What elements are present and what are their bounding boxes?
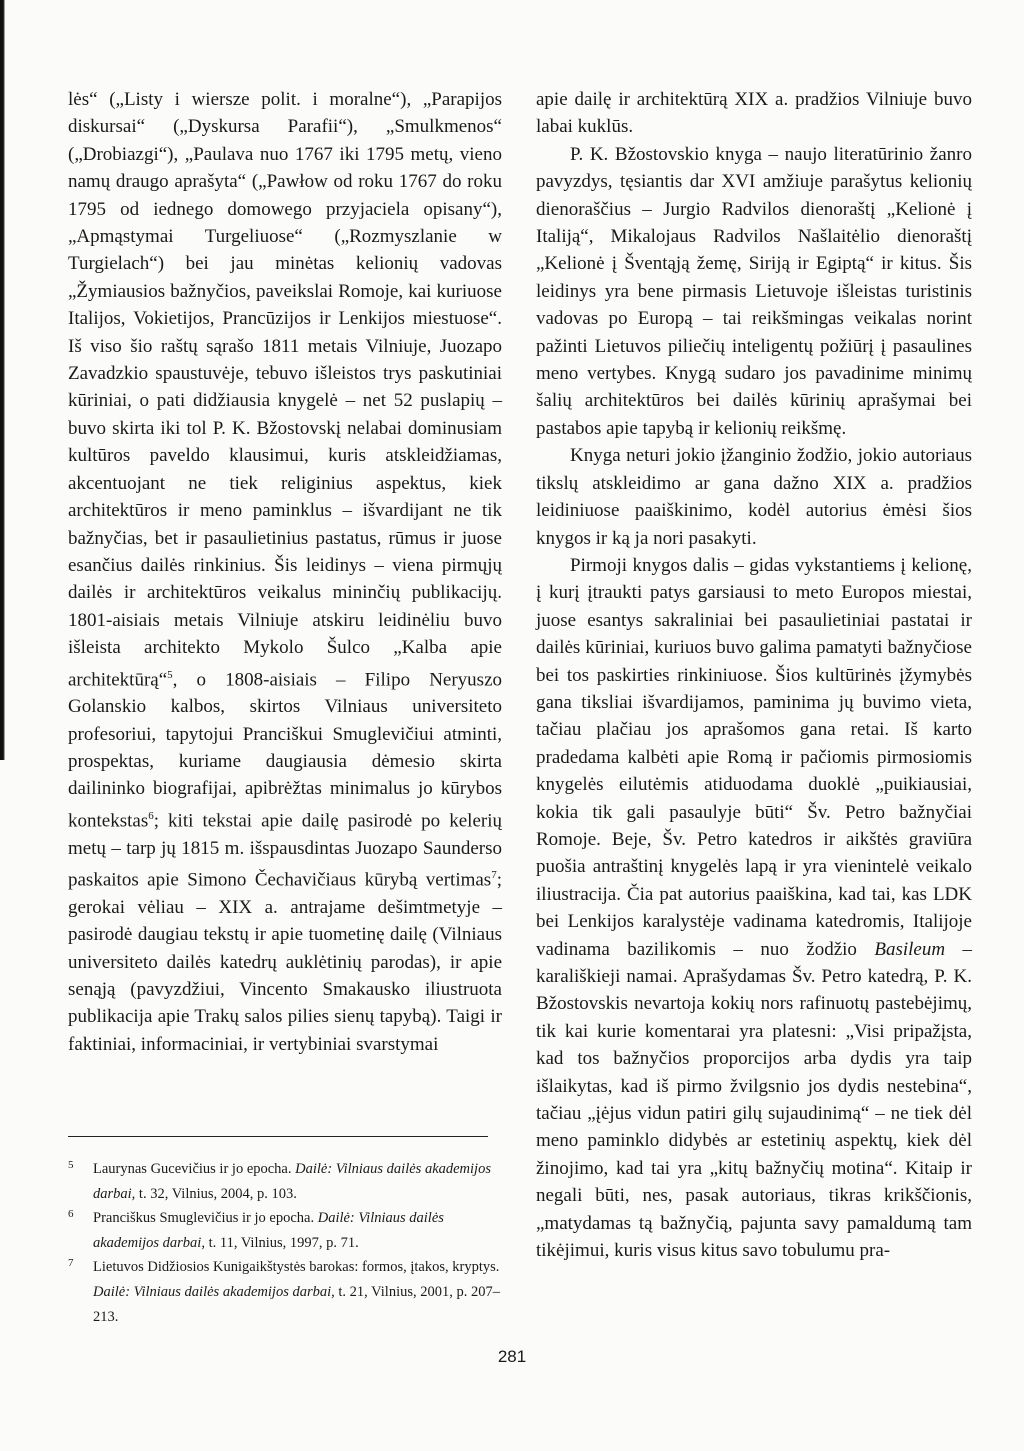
footnote-5 xyxy=(68,1157,502,1206)
footnotes xyxy=(68,1136,502,1329)
footnote-text: Lietuvos Didžiosios Kunigaikštystės barokas: formos, įtakos, kryptys. xyxy=(93,1259,500,1276)
right-paragraph-3: Knyga neturi jokio įžanginio žodžio, jokio autoriaus tikslų atskleidimo ar gana dažno XIX a. pradžios leidiniuose paaiškinimo, kodėl autorius ėmėsi šios knygos ir ką ja nori pasakyti. xyxy=(536,445,972,549)
scan-edge-mark xyxy=(0,0,5,760)
footnote-text: t. 21, Vilnius, 2001, p. 207–213. xyxy=(93,1283,501,1325)
text-run: Pirmoji knygos dalis – gidas vykstantiems į kelionę, į kurį įtraukti patys garsiausi to meto Europos miestai, juose esantys sakraliniai bei pasaulietiniai pastatai ir dailės kūriniai, kuriuos buvo galima pamatyti bažnyčiose bei tos paskirties rinkiniuose. Šios kultūrinės įžymybės gana tiksliai išvardijamos, paminima jų buvimo vieta, tačiau plačiau jos aprašomos gana retai. Iš karto pradedama kalbėti apie Romą ir pačiomis pirmosiomis knygelės eilutėmis atiduodama duoklė „puikiausiai, kokia tik gali pasaulyje būti“ Šv. Petro bažnyčiai Romoje. Beje, Šv. Petro katedros ir aikštės graviūra puošia antraštinį knygelės lapą ir yra vienintelė veikalo iliustracija. Čia pat autorius paaiškina, kad tai, kas LDK bei Lenkijos karalystėje vadinama katedromis, Italijoje vadinama bazilikomis – nuo žodžio xyxy=(536,554,972,960)
footnote-italic: Dailė: Vilniaus dailės akademijos darbai, xyxy=(93,1283,335,1300)
right-paragraph-4 xyxy=(536,552,972,1265)
footnote-ref-7: 7 xyxy=(491,869,497,882)
footnote-number: 5 xyxy=(68,1159,74,1171)
left-column xyxy=(68,86,502,1058)
footnote-text: Pranciškus Smuglevičius ir jo epocha. xyxy=(93,1210,318,1227)
text-run: ; gerokai vėliau – XIX a. antrajame dešimtmetyje – pasirodė daugiau tekstų ir apie tuometinę dailę (Vilniaus universiteto dailės katedrų auklėtinių parodas), ir apie senąją (pavyzdžiui, Vincento Smakausko iliustruota publikacija apie Trakų salos pilies sienų tapybą). Taigi ir faktiniai, informaciniai, ir vertybiniai svarstymai xyxy=(68,869,502,1055)
footnote-text: t. 11, Vilnius, 1997, p. 71. xyxy=(204,1234,359,1251)
footnote-italic: Dailė: Vilniaus dailės akademijos darbai, xyxy=(93,1210,444,1251)
italic-term: Basileum xyxy=(874,938,946,960)
page-number: 281 xyxy=(497,1347,527,1366)
text-run: – karališkieji namai. Aprašydamas Šv. Petro katedrą, P. K. Bžostovskis nevartoja kokių nors rafinuotų pastebėjimų, tik kai kurie komentarai yra platesni: „Visi pripažįsta, kad tos bažnyčios proporcijos arba dydis yra taip išlaikytas, kad iš pirmo žvilgsnio jos dydis nestebina“, tačiau „įėjus vidun patiri gilų sujaudinimą“ – ne tiek dėl meno paminklo didybės ar estetinių aspektų, kiek dėl žinojimo, kad tai yra „kitų bažnyčių motina“. Kitaip ir negali būti, nes, pasak autoriaus, tikras krikščionis, „matydamas tą bažnyčią, pajunta savy pamaldumą tam tikėjimui, kuris visus kitus savo tobulumu pra- xyxy=(536,938,972,1262)
left-paragraph xyxy=(68,86,502,1058)
footnote-ref-6: 6 xyxy=(148,809,154,822)
footnote-number: 7 xyxy=(68,1257,74,1270)
footnote-ref-5: 5 xyxy=(167,668,173,681)
text-run: ; kiti tekstai apie dailę pasirodė po kelerių metų – tarp jų 1815 m. išspausdintas Juozapo Saunderso paskaitos apie Simono Čechavičiaus kūrybą vertimas xyxy=(68,810,502,891)
right-column xyxy=(536,86,972,1264)
footnote-text: Laurynas Gucevičius ir jo epocha. xyxy=(93,1161,296,1177)
text-run: , o 1808-aisiais – Filipo Neryuszo Golanskio kalbos, skirtos Vilniaus universiteto profesoriui, tapytojui Pranciškui Smuglevičiui atminti, prospektas, kuriame daugiausia dėmesio skirta dailininko biografijai, apibrėžtas minimalus jo kūrybos kontekstas xyxy=(68,668,502,832)
footnote-italic: Dailė: Vilniaus dailės akademijos darbai, xyxy=(93,1161,491,1202)
footnote-6 xyxy=(68,1206,502,1255)
right-paragraph-1: apie dailę ir architektūrą XIX a. pradžios Vilniuje buvo labai kuklūs. xyxy=(536,89,972,138)
footnote-number: 6 xyxy=(68,1208,74,1221)
right-paragraph-2: P. K. Bžostovskio knyga – naujo literatūrinio žanro pavyzdys, tęsiantis dar XVI amžiuje parašytus kelionių dienoraščius – Jurgio Radvilos dienoraštį „Kelionė į Italiją“, Mikalojaus Radvilos Našlaitėlio dienoraštį „Kelionė į Šventąją žemę, Siriją ir Egiptą“ ir kitus. Šis leidinys yra bene pirmasis Lietuvoje išleistas turistinis vadovas po Europą – tai reikšmingas veikalas norint pažinti Lietuvos piliečių inteligentų požiūrį į pasaulines meno vertybes. Knygą sudaro jos pavadinime minimų šalių architektūros bei dailės kūrinių aprašymai bei pastabos apie tapybą ir kelionių reikšmę. xyxy=(536,143,972,439)
footnote-7 xyxy=(68,1255,502,1329)
footnote-text: t. 32, Vilnius, 2004, p. 103. xyxy=(135,1185,297,1202)
text-run: lės“ („Listy i wiersze polit. i moralne“), „Parapijos diskursai“ („Dyskursa Parafii“), „Smulkmenos“ („Drobiazgi“), „Paulava nuo 1767 iki 1795 metų, vieno namų draugo aprašyta“ („Pawłow od roku 1767 do roku 1795 od iednego domowego przyjaciela opisany“), „Apmąstymai Turgeliuose“ („Rozmyszlanie w Turgielach“) bei jau minėtas kelionių vadovas „Žymiausios bažnyčios, paveikslai Romoje, kai kuriuose Italijos, Vokietijos, Prancūzijos ir Lenkijos miestuose“. Iš viso šio raštų sąrašo 1811 metais Vilniuje, Juozapo Zavadzkio spaustuvėje, tebuvo išleistos trys paskutiniai kūriniai, o pati didžiausia knygelė – net 52 puslapių – buvo skirta iki tol P. K. Bžostovskį nelabai dominusiam kultūros paveldo klausimui, kuris atskleidžiamas, akcentuojant ne tiek religinius aspektus, kiek architektūros ir meno paminklus – išvardijant ne tik bažnyčias, bet ir pasaulietinius pastatus, rūmus ir juose esančius dailės rinkinius. Šis leidinys – viena pirmųjų dailės ir architektūros veikalus mininčių publikacijų. 1801-aisiais metais Vilniuje atskiru leidinėliu buvo išleista architekto Mykolo Šulco „Kalba apie architektūrą“ xyxy=(68,89,502,690)
footnote-rule xyxy=(68,1136,488,1137)
